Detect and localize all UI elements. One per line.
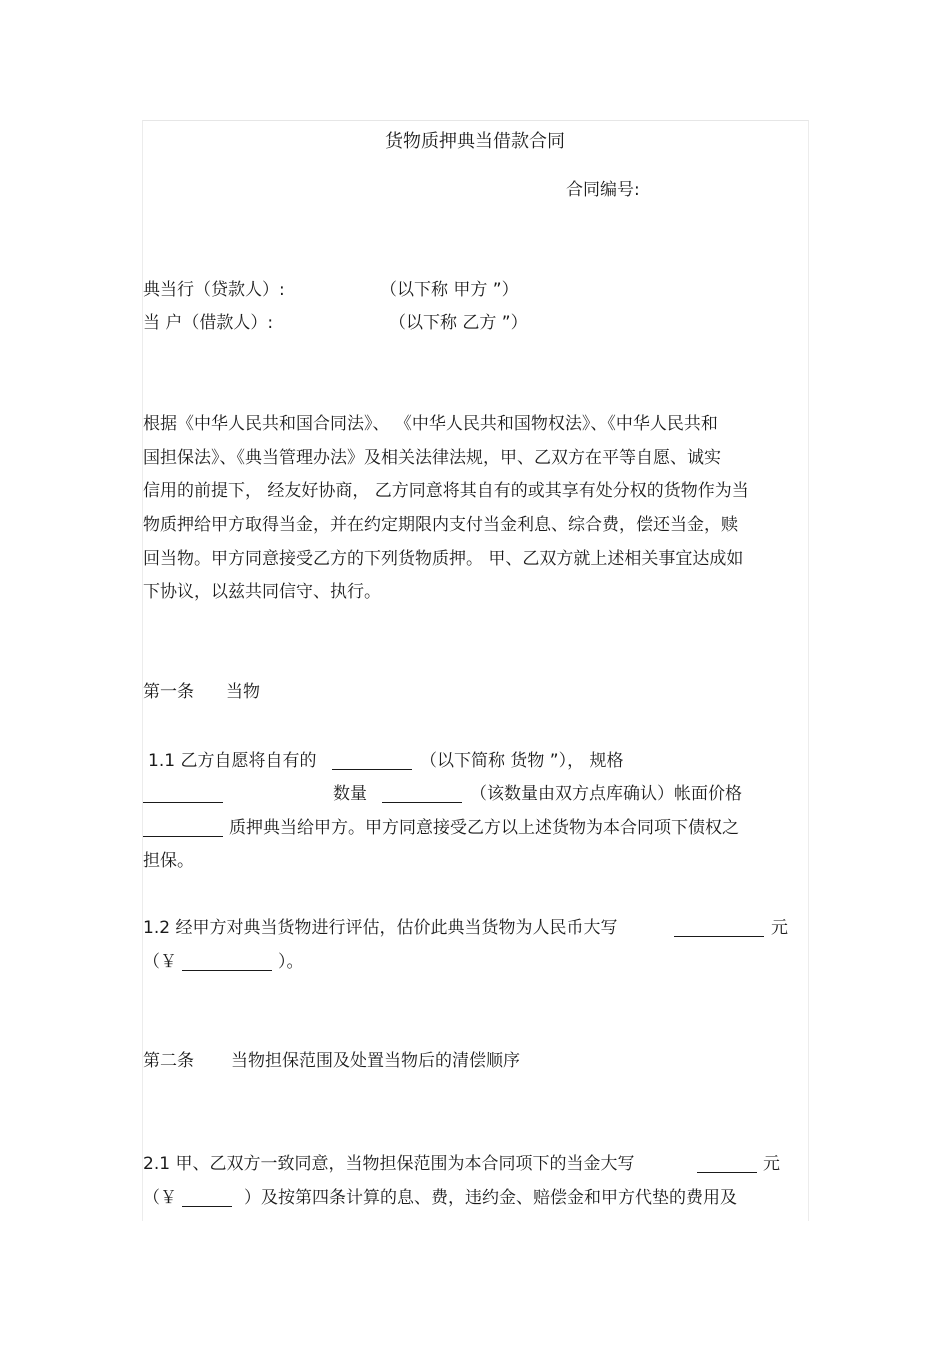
article-1-number: 第一条: [143, 682, 194, 702]
clause-1-2-text: 1.2 经甲方对典当货物进行评估，估价此典当货物为人民币大写: [143, 918, 618, 938]
contract-number-label: 合同编号:: [566, 180, 640, 200]
pawn-amount-words-blank[interactable]: [697, 1156, 757, 1173]
article-2-number: 第二条: [143, 1051, 194, 1071]
book-value-blank[interactable]: [143, 820, 223, 837]
spec-blank[interactable]: [143, 786, 223, 803]
currency-unit: 元: [771, 918, 788, 938]
clause-2-1-text: （￥: [143, 1188, 177, 1208]
borrower-label: 当 户（借款人）:: [143, 313, 274, 333]
preamble-line: 信用的前提下， 经友好协商， 乙方同意将其自有的或其享有处分权的货物作为当: [143, 481, 749, 501]
borrower-alias: （以下称 乙方 ”）: [389, 313, 528, 333]
preamble-line: 下协议，以兹共同信守、执行。: [143, 582, 381, 602]
document-title: 货物质押典当借款合同: [385, 131, 565, 152]
quantity-label: 数量: [333, 784, 367, 804]
clause-1-1-text: （该数量由双方点库确认）帐面价格: [470, 784, 742, 804]
valuation-figure-blank[interactable]: [182, 954, 272, 971]
clause-1-1-text: 质押典当给甲方。甲方同意接受乙方以上述货物为本合同项下债权之: [229, 818, 739, 838]
preamble-line: 国担保法》、《典当管理办法》及相关法律法规，甲、乙双方在平等自愿、诚实: [143, 448, 721, 468]
lender-label: 典当行（贷款人）:: [143, 280, 285, 300]
clause-1-2-text: （￥: [143, 952, 177, 972]
pawn-amount-figure-blank[interactable]: [182, 1190, 232, 1207]
quantity-blank[interactable]: [382, 786, 462, 803]
clause-1-1-text: 担保。: [143, 851, 194, 871]
article-2-title: 当物担保范围及处置当物后的清偿顺序: [231, 1051, 520, 1071]
clause-1-2-text: ）。: [278, 952, 304, 972]
clause-1-1-text: 1.1 乙方自愿将自有的: [148, 751, 317, 771]
currency-unit: 元: [763, 1154, 780, 1174]
preamble-line: 回当物。甲方同意接受乙方的下列货物质押。 甲、乙双方就上述相关事宜达成如: [143, 549, 744, 569]
preamble-line: 物质押给甲方取得当金，并在约定期限内支付当金利息、综合费，偿还当金，赎: [143, 515, 738, 535]
valuation-words-blank[interactable]: [674, 920, 764, 937]
clause-2-1-text: 2.1 甲、乙双方一致同意，当物担保范围为本合同项下的当金大写: [143, 1154, 635, 1174]
lender-alias: （以下称 甲方 ”）: [380, 280, 519, 300]
clause-2-1-text: ）及按第四条计算的息、费，违约金、赔偿金和甲方代垫的费用及: [244, 1188, 737, 1208]
preamble-line: 根据《中华人民共和国合同法》、 《中华人民共和国物权法》、《中华人民共和: [143, 414, 718, 434]
clause-1-1-text: （以下简称 货物 ”）， 规格: [420, 751, 624, 771]
goods-name-blank[interactable]: [332, 753, 412, 770]
article-1-title: 当物: [226, 682, 260, 702]
